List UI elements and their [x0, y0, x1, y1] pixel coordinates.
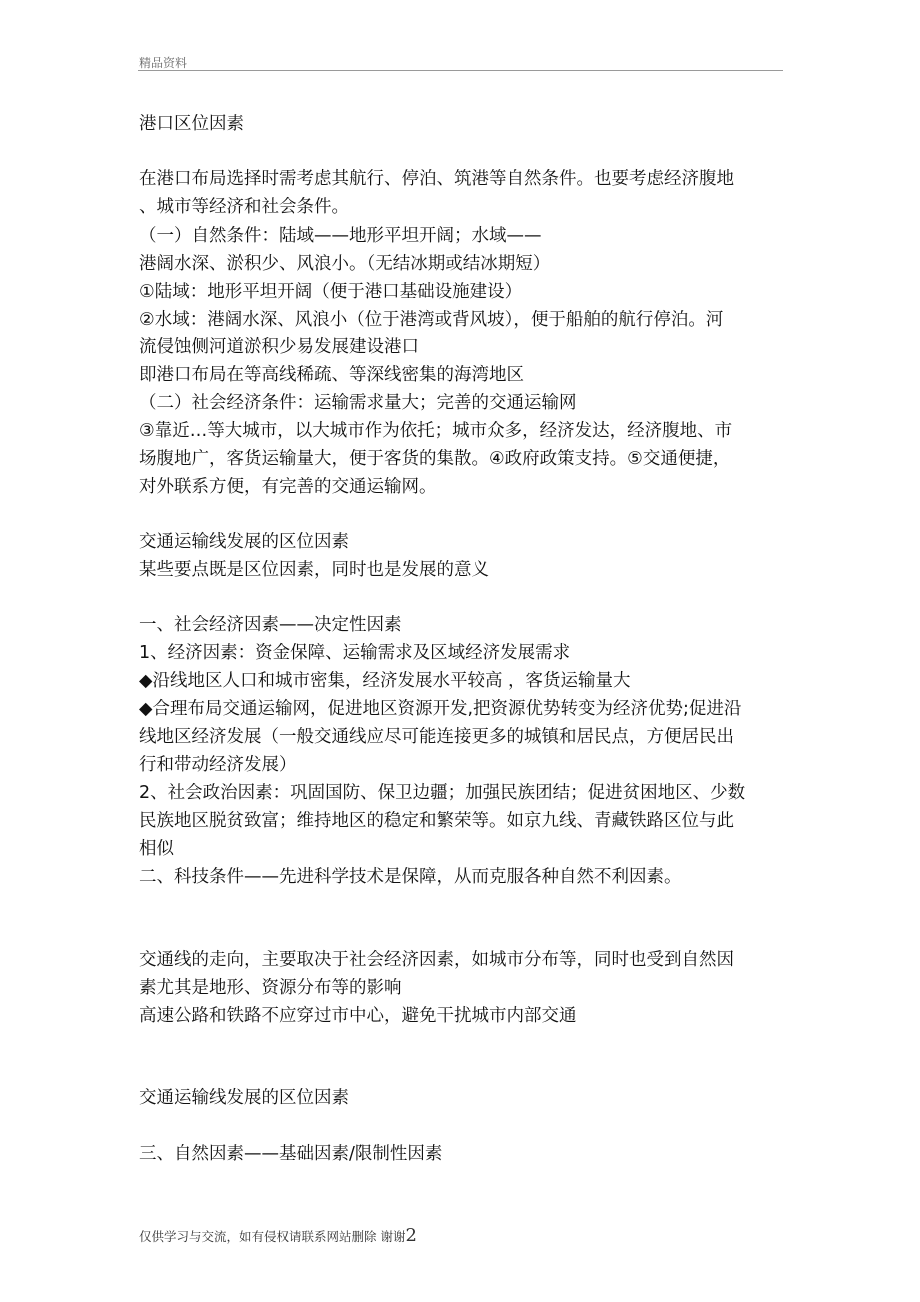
header-label: 精品资料: [139, 56, 188, 70]
text-line: 素尤其是地形、资源分布等的影响: [139, 978, 402, 998]
text-line: （二）社会经济条件：运输需求量大；完善的交通运输网: [139, 393, 577, 413]
text-line: 三、自然因素——基础因素/限制性因素: [139, 1144, 443, 1164]
text-line: 在港口布局选择时需考虑其航行、停泊、筑港等自然条件。也要考虑经济腹地: [139, 169, 734, 189]
text-line: 高速公路和铁路不应穿过市中心，避免干扰城市内部交通: [139, 1006, 577, 1026]
text-line: 交通线的走向，主要取决于社会经济因素，如城市分布等，同时也受到自然因: [139, 950, 734, 970]
text-line: 、城市等经济和社会条件。: [139, 197, 349, 217]
text-line: （一）自然条件：陆域——地形平坦开阔；水域——: [139, 226, 542, 246]
text-line: 场腹地广，客货运输量大，便于客货的集散。④政府政策支持。⑤交通便捷，: [139, 449, 731, 469]
footer-note: [139, 1225, 417, 1246]
text-line: 1、经济因素：资金保障、运输需求及区域经济发展需求: [139, 643, 571, 663]
text-line: 流侵蚀侧河道淤积少易发展建设港口: [139, 337, 419, 357]
text-line: 即港口布局在等高线稀疏、等深线密集的海湾地区: [139, 365, 524, 385]
page-number: 2: [405, 1225, 417, 1246]
text-line: 相似: [139, 839, 174, 859]
text-line: ◆合理布局交通运输网，促进地区资源开发,把资源优势转变为经济优势;促进沿: [139, 699, 742, 719]
text-line: 线地区经济发展（一般交通线应尽可能连接更多的城镇和居民点，方便居民出: [139, 727, 734, 747]
text-line: ③靠近…等大城市，以大城市作为依托；城市众多，经济发达，经济腹地、市: [139, 421, 733, 441]
text-line: 二、科技条件——先进科学技术是保障，从而克服各种自然不利因素。: [139, 867, 682, 887]
section-title-port: 港口区位因素: [139, 114, 244, 134]
text-line: 对外联系方便，有完善的交通运输网。: [139, 477, 437, 497]
text-line: ◆沿线地区人口和城市密集，经济发展水平较高 ，客货运输量大: [139, 671, 631, 691]
text-line: 民族地区脱贫致富；维持地区的稳定和繁荣等。如京九线、青藏铁路区位与此: [139, 811, 734, 831]
text-line: 某些要点既是区位因素，同时也是发展的意义: [139, 560, 489, 580]
text-line: 港阔水深、淤积少、风浪小。（无结冰期或结冰期短）: [139, 254, 551, 274]
text-line: ①陆域：地形平坦开阔（便于港口基础设施建设）: [139, 282, 523, 302]
text-line: 一、社会经济因素——决定性因素: [139, 615, 402, 635]
text-line: 行和带动经济发展）: [139, 755, 297, 775]
text-line: 2、社会政治因素：巩固国防、保卫边疆；加强民族团结；促进贫困地区、少数: [139, 783, 746, 803]
section-title-transport-repeat: 交通运输线发展的区位因素: [139, 1088, 349, 1108]
section-title-transport: 交通运输线发展的区位因素: [139, 532, 349, 552]
header-divider: [138, 70, 783, 71]
footer-text: 仅供学习与交流，如有侵权请联系网站删除 谢谢: [139, 1229, 406, 1244]
text-line: ②水域：港阔水深、风浪小（位于港湾或背风坡），便于船舶的航行停泊。河: [139, 310, 724, 330]
